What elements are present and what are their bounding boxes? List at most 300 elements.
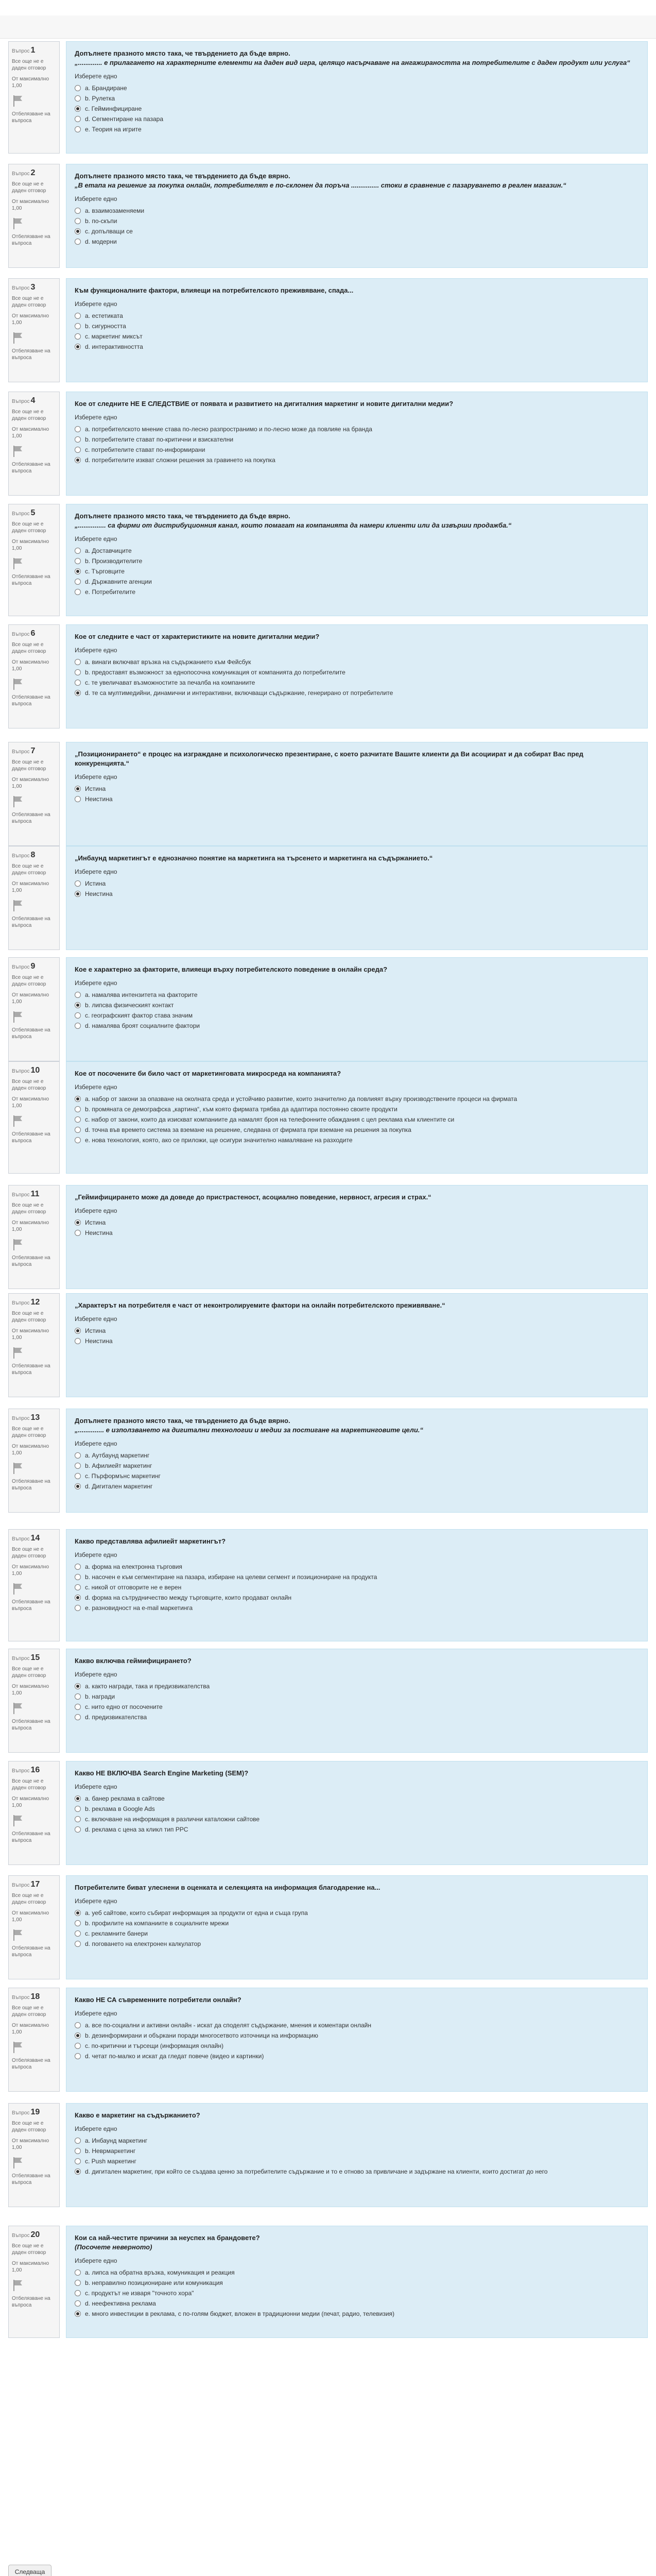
flag-question-link[interactable]: Отбелязване на въпроса bbox=[12, 1363, 50, 1376]
answer-option[interactable] bbox=[75, 2309, 639, 2319]
option-label[interactable]: c. продуктът не изваря "точното хора" bbox=[85, 2290, 194, 2297]
answer-option[interactable] bbox=[75, 2051, 639, 2061]
flag-icon[interactable] bbox=[13, 95, 23, 107]
answer-option[interactable] bbox=[75, 1217, 639, 1228]
radio-button[interactable] bbox=[75, 1683, 81, 1689]
option-label[interactable]: Неистина bbox=[85, 1337, 113, 1345]
flag-icon[interactable] bbox=[13, 796, 23, 807]
radio-button[interactable] bbox=[75, 1328, 81, 1334]
question-block bbox=[8, 624, 648, 728]
answer-option[interactable] bbox=[75, 2166, 639, 2177]
answer-option[interactable] bbox=[75, 342, 639, 352]
answer-option[interactable] bbox=[75, 1104, 639, 1114]
radio-button[interactable] bbox=[75, 447, 81, 453]
option-label[interactable]: a. уеб сайтове, които събират информация за продукти от една и съща група bbox=[85, 1909, 308, 1917]
radio-button[interactable] bbox=[75, 796, 81, 802]
answer-option[interactable] bbox=[75, 1603, 639, 1613]
answer-option[interactable] bbox=[75, 1562, 639, 1572]
answer-option[interactable] bbox=[75, 2298, 639, 2309]
answer-option[interactable] bbox=[75, 1702, 639, 1712]
option-label[interactable]: b. по-скъпи bbox=[85, 217, 117, 225]
option-label[interactable]: d. интерактивността bbox=[85, 343, 143, 350]
answer-option[interactable] bbox=[75, 667, 639, 677]
radio-button[interactable] bbox=[75, 1096, 81, 1102]
radio-button[interactable] bbox=[75, 1002, 81, 1008]
option-label[interactable]: b. сигурността bbox=[85, 323, 126, 330]
answer-option[interactable] bbox=[75, 83, 639, 93]
flag-question-link[interactable]: Отбелязване на въпроса bbox=[12, 812, 50, 824]
answer-option[interactable] bbox=[75, 114, 639, 124]
answer-option[interactable] bbox=[75, 216, 639, 226]
option-label[interactable]: e. разновидност на e-mail маркетинга bbox=[85, 1604, 193, 1612]
radio-button[interactable] bbox=[75, 992, 81, 998]
next-page-button[interactable]: Следваща bbox=[8, 2565, 51, 2576]
flag-question-link[interactable]: Отбелязване на въпроса bbox=[12, 1131, 50, 1144]
radio-button[interactable] bbox=[75, 1605, 81, 1611]
radio-button[interactable] bbox=[75, 1483, 81, 1489]
flag-icon[interactable] bbox=[13, 1347, 23, 1359]
radio-button[interactable] bbox=[75, 436, 81, 443]
answer-option[interactable] bbox=[75, 455, 639, 465]
answer-option[interactable] bbox=[75, 794, 639, 804]
option-label[interactable]: b. реклама в Google Ads bbox=[85, 1805, 155, 1812]
flag-icon[interactable] bbox=[13, 1703, 23, 1714]
radio-button[interactable] bbox=[75, 1230, 81, 1236]
radio-button[interactable] bbox=[75, 1714, 81, 1720]
radio-button[interactable] bbox=[75, 548, 81, 554]
answer-option[interactable] bbox=[75, 1094, 639, 1104]
option-label[interactable]: a. все по-социални и активни онлайн - искат да споделят съдържание, мнения и коментари онлайн bbox=[85, 2022, 371, 2029]
radio-button[interactable] bbox=[75, 313, 81, 319]
answer-option[interactable] bbox=[75, 566, 639, 577]
answer-option[interactable] bbox=[75, 1572, 639, 1582]
radio-button[interactable] bbox=[75, 2158, 81, 2164]
radio-button[interactable] bbox=[75, 1452, 81, 1459]
answer-option[interactable] bbox=[75, 577, 639, 587]
radio-button[interactable] bbox=[75, 2032, 81, 2039]
radio-button[interactable] bbox=[75, 2138, 81, 2144]
option-label[interactable]: c. рекламните банери bbox=[85, 1930, 148, 1937]
flag-icon[interactable] bbox=[13, 1115, 23, 1127]
answer-option[interactable] bbox=[75, 2136, 639, 2146]
question-label: Въпрос bbox=[12, 1883, 30, 1888]
question-block bbox=[8, 392, 648, 496]
choose-one-label: Изберете едно bbox=[75, 868, 117, 875]
radio-button[interactable] bbox=[75, 2311, 81, 2317]
flag-question-link[interactable]: Отбелязване на въпроса bbox=[12, 2173, 50, 2185]
option-label[interactable]: d. реклама с цена за кликл тип PPC bbox=[85, 1826, 188, 1833]
radio-button[interactable] bbox=[75, 1473, 81, 1479]
question-block bbox=[8, 1649, 648, 1753]
radio-button[interactable] bbox=[75, 1826, 81, 1833]
radio-button[interactable] bbox=[75, 1920, 81, 1926]
answer-option[interactable] bbox=[75, 1336, 639, 1346]
flag-question-link[interactable]: Отбелязване на въпроса bbox=[12, 2058, 50, 2070]
radio-button[interactable] bbox=[75, 95, 81, 101]
radio-button[interactable] bbox=[75, 2290, 81, 2296]
radio-button[interactable] bbox=[75, 1704, 81, 1710]
answer-option[interactable] bbox=[75, 1461, 639, 1471]
radio-button[interactable] bbox=[75, 426, 81, 432]
flag-icon[interactable] bbox=[13, 679, 23, 690]
radio-button[interactable] bbox=[75, 1127, 81, 1133]
option-label[interactable]: d. предизвикателства bbox=[85, 1714, 147, 1721]
flag-icon[interactable] bbox=[13, 218, 23, 229]
option-label[interactable]: a. намалява интензитета на факторите bbox=[85, 991, 198, 998]
option-label[interactable]: b. предоставят възможност за еднопосочна комуникация от компанията до потребителите bbox=[85, 669, 346, 676]
radio-button[interactable] bbox=[75, 1693, 81, 1700]
flag-icon[interactable] bbox=[13, 446, 23, 457]
answer-option[interactable] bbox=[75, 2267, 639, 2278]
answer-option[interactable] bbox=[75, 1804, 639, 1814]
flag-question-link[interactable]: Отбелязване на въпроса bbox=[12, 574, 50, 586]
radio-button[interactable] bbox=[75, 239, 81, 245]
radio-button[interactable] bbox=[75, 1595, 81, 1601]
question-block bbox=[8, 1988, 648, 2092]
radio-button[interactable] bbox=[75, 1910, 81, 1916]
radio-button[interactable] bbox=[75, 1219, 81, 1226]
option-label[interactable]: a. липса на обратна връзка, комуникация и реакция bbox=[85, 2269, 235, 2276]
flag-question-link[interactable]: Отбелязване на въпроса bbox=[12, 1599, 50, 1612]
radio-button[interactable] bbox=[75, 228, 81, 234]
answer-option[interactable] bbox=[75, 587, 639, 597]
radio-button[interactable] bbox=[75, 344, 81, 350]
option-label[interactable]: b. профилите на компаниите в социалните мрежи bbox=[85, 1920, 229, 1927]
option-label[interactable]: b. награди bbox=[85, 1693, 115, 1700]
radio-button[interactable] bbox=[75, 323, 81, 329]
radio-button[interactable] bbox=[75, 218, 81, 224]
answer-option[interactable] bbox=[75, 1481, 639, 1492]
answer-option[interactable] bbox=[75, 1793, 639, 1804]
radio-button[interactable] bbox=[75, 1574, 81, 1580]
radio-button[interactable] bbox=[75, 579, 81, 585]
radio-button[interactable] bbox=[75, 1564, 81, 1570]
radio-button[interactable] bbox=[75, 558, 81, 564]
option-label[interactable]: Истина bbox=[85, 1327, 106, 1334]
option-label[interactable]: Истина bbox=[85, 785, 106, 792]
answer-option[interactable] bbox=[75, 93, 639, 104]
option-label[interactable]: c. включване на информация в различни каталожни сайтове bbox=[85, 1816, 260, 1823]
radio-button[interactable] bbox=[75, 1338, 81, 1344]
radio-button[interactable] bbox=[75, 1106, 81, 1112]
radio-button[interactable] bbox=[75, 1584, 81, 1590]
radio-button[interactable] bbox=[75, 333, 81, 340]
option-label[interactable]: c. набор от закони, които да изискват компаниите да намалят броя на телефонните обаждания с цел реклама към клиентите си bbox=[85, 1116, 455, 1123]
answer-option[interactable] bbox=[75, 1228, 639, 1238]
points-label: От максимално bbox=[12, 2023, 49, 2028]
question-label: Въпрос bbox=[12, 1536, 30, 1542]
option-label[interactable]: a. банер реклама в сайтове bbox=[85, 1795, 165, 1802]
answer-option[interactable] bbox=[75, 1939, 639, 1949]
option-label[interactable]: Истина bbox=[85, 1219, 106, 1226]
answer-option[interactable] bbox=[75, 657, 639, 667]
question-prompt: Допълнете празното място така, че твърдението да бъде вярно. bbox=[75, 172, 290, 180]
flag-icon[interactable] bbox=[13, 1583, 23, 1595]
option-label[interactable]: d. поговането на електронен калкулатор bbox=[85, 1940, 201, 1947]
flag-question-link[interactable]: Отбелязване на въпроса bbox=[12, 1945, 50, 1958]
option-label[interactable]: a. взаимозаменяеми bbox=[85, 207, 145, 214]
option-label[interactable]: b. липсва физическият контакт bbox=[85, 1002, 174, 1009]
answer-option[interactable] bbox=[75, 1125, 639, 1135]
option-label[interactable]: c. географският фактор става значим bbox=[85, 1012, 193, 1019]
radio-button[interactable] bbox=[75, 1463, 81, 1469]
radio-button[interactable] bbox=[75, 2280, 81, 2286]
option-label[interactable]: d. четат по-малко и искат да гледат повече (видео и картинки) bbox=[85, 2053, 264, 2060]
option-label[interactable]: b. дезинформирани и объркани поради многосетвото източници на информацию bbox=[85, 2032, 318, 2039]
answer-option[interactable] bbox=[75, 1326, 639, 1336]
answer-option[interactable] bbox=[75, 677, 639, 688]
answer-option[interactable] bbox=[75, 1824, 639, 1835]
radio-button[interactable] bbox=[75, 669, 81, 675]
option-label[interactable]: d. Държавните агенции bbox=[85, 578, 152, 585]
question-info bbox=[8, 41, 60, 154]
option-label[interactable]: b. промяната се демографска „картина“, към която фирмата трябва да адаптира постоянно своите продукти bbox=[85, 1106, 398, 1113]
option-label[interactable]: b. неправилно позициониране или комуникация bbox=[85, 2279, 223, 2286]
flag-icon[interactable] bbox=[13, 2280, 23, 2291]
option-label[interactable]: c. по-критични и търсещи (информация онлайн) bbox=[85, 2042, 224, 2049]
option-label[interactable]: Неистина bbox=[85, 795, 113, 803]
question-number-value: 15 bbox=[30, 1653, 40, 1662]
option-label[interactable]: c. Гейминфициране bbox=[85, 105, 142, 112]
radio-button[interactable] bbox=[75, 891, 81, 897]
answer-option[interactable] bbox=[75, 556, 639, 566]
answer-option[interactable] bbox=[75, 1471, 639, 1481]
option-label[interactable]: d. точна във времето система за вземане на решение, следвана от фирмата при вземане на решения за покупка bbox=[85, 1126, 411, 1133]
flag-question-link[interactable]: Отбелязване на въпроса bbox=[12, 1831, 50, 1843]
answer-option[interactable] bbox=[75, 878, 639, 889]
points-label: От максимално bbox=[12, 1910, 49, 1916]
flag-icon[interactable] bbox=[13, 1815, 23, 1826]
radio-button[interactable] bbox=[75, 1930, 81, 1937]
answer-option[interactable] bbox=[75, 1712, 639, 1722]
radio-button[interactable] bbox=[75, 1116, 81, 1123]
radio-button[interactable] bbox=[75, 106, 81, 112]
radio-button[interactable] bbox=[75, 1941, 81, 1947]
answer-option[interactable] bbox=[75, 990, 639, 1000]
answer-option[interactable] bbox=[75, 331, 639, 342]
question-text bbox=[75, 2233, 639, 2252]
answer-option[interactable] bbox=[75, 1000, 639, 1010]
choose-one-label: Изберете едно bbox=[75, 535, 117, 543]
option-label[interactable]: a. форма на електронна търговия bbox=[85, 1563, 182, 1570]
option-label[interactable]: d. модерни bbox=[85, 238, 117, 245]
question-info bbox=[8, 742, 60, 846]
radio-button[interactable] bbox=[75, 1012, 81, 1019]
flag-icon[interactable] bbox=[13, 2042, 23, 2053]
option-label[interactable]: c. Търговците bbox=[85, 568, 125, 575]
answer-option[interactable] bbox=[75, 445, 639, 455]
answer-option[interactable] bbox=[75, 1450, 639, 1461]
option-label[interactable]: a. Аутбаунд маркетинг bbox=[85, 1452, 150, 1459]
radio-button[interactable] bbox=[75, 786, 81, 792]
radio-button[interactable] bbox=[75, 2043, 81, 2049]
question-number-value: 7 bbox=[30, 747, 36, 755]
question-content bbox=[66, 1061, 648, 1174]
answer-option[interactable] bbox=[75, 1010, 639, 1021]
answer-option[interactable] bbox=[75, 1021, 639, 1031]
option-label[interactable]: a. Доставчиците bbox=[85, 547, 132, 554]
option-label[interactable]: d. дигитален маркетинг, при който се създава ценно за потребителите съдържание и то е отново за привличане и задържане на клиенти, които достигат до него bbox=[85, 2168, 548, 2175]
radio-button[interactable] bbox=[75, 126, 81, 132]
flag-icon[interactable] bbox=[13, 332, 23, 344]
flag-question-link[interactable]: Отбелязване на въпроса bbox=[12, 348, 50, 361]
option-label[interactable]: c. Push маркетинг bbox=[85, 2158, 136, 2165]
answer-option[interactable] bbox=[75, 124, 639, 134]
option-label[interactable]: b. Производителите bbox=[85, 557, 143, 565]
answer-option[interactable] bbox=[75, 321, 639, 331]
answer-option[interactable] bbox=[75, 1135, 639, 1145]
option-label[interactable]: d. Сегментиране на пазара bbox=[85, 115, 163, 123]
answer-option[interactable] bbox=[75, 2041, 639, 2051]
answer-option[interactable] bbox=[75, 2020, 639, 2030]
flag-icon[interactable] bbox=[13, 1463, 23, 1474]
option-label[interactable]: c. маркетинг миксът bbox=[85, 333, 143, 340]
points-value: 1,00 bbox=[12, 2029, 22, 2035]
flag-question-link[interactable]: Отбелязване на въпроса bbox=[12, 694, 50, 707]
option-label[interactable]: e. много инвестиции в реклама, с по-голям бюджет, вложен в традиционни медии (печат, радио, телевизия) bbox=[85, 2310, 395, 2317]
answer-option[interactable] bbox=[75, 434, 639, 445]
option-label[interactable]: d. те са мултимедийни, динамични и интерактивни, включващи съдържание, генерирано от потребителите bbox=[85, 689, 393, 697]
question-text bbox=[75, 1301, 639, 1310]
flag-question-link[interactable]: Отбелязване на въпроса bbox=[12, 1719, 50, 1731]
option-label[interactable]: a. набор от закони за опазване на околната среда и устойчиво развитие, които значително да повлияят върху производствените процеси на фирмата bbox=[85, 1095, 517, 1103]
flag-icon[interactable] bbox=[13, 558, 23, 569]
option-label[interactable]: a. винаги включват връзка на съдържанието към Фейсбук bbox=[85, 658, 251, 666]
question-info bbox=[8, 1293, 60, 1397]
option-label[interactable]: c. Пърформънс маркетинг bbox=[85, 1472, 161, 1480]
radio-button[interactable] bbox=[75, 2300, 81, 2307]
radio-button[interactable] bbox=[75, 659, 81, 665]
answer-option[interactable] bbox=[75, 236, 639, 247]
radio-button[interactable] bbox=[75, 589, 81, 595]
radio-button[interactable] bbox=[75, 208, 81, 214]
radio-button[interactable] bbox=[75, 2022, 81, 2028]
option-label[interactable]: c. потребителите стават по-информирани bbox=[85, 446, 205, 453]
option-label[interactable]: c. нито едно от посочените bbox=[85, 1703, 163, 1710]
radio-button[interactable] bbox=[75, 568, 81, 574]
radio-button[interactable] bbox=[75, 2168, 81, 2175]
radio-button[interactable] bbox=[75, 1137, 81, 1143]
option-label[interactable]: b. потребителите стават по-критични и взискателни bbox=[85, 436, 234, 443]
option-label[interactable]: d. потребителите изкват сложни решения за гравинето на покупка bbox=[85, 456, 275, 464]
question-content bbox=[66, 957, 648, 1061]
flag-question-link[interactable]: Отбелязване на въпроса bbox=[12, 2296, 50, 2308]
answer-option[interactable] bbox=[75, 2146, 639, 2156]
option-label[interactable]: d. форма на сътрудничество между търговците, които продават онлайн bbox=[85, 1594, 292, 1601]
option-label[interactable]: a. както награди, така и предизвикателства bbox=[85, 1683, 210, 1690]
points-label: От максимално bbox=[12, 313, 49, 319]
answer-option[interactable] bbox=[75, 688, 639, 698]
option-label[interactable]: a. Инбаунд маркетинг bbox=[85, 2137, 148, 2144]
answer-option[interactable] bbox=[75, 784, 639, 794]
points-value: 1,00 bbox=[12, 1803, 22, 1808]
answer-option[interactable] bbox=[75, 104, 639, 114]
option-label[interactable]: Неистина bbox=[85, 1229, 113, 1236]
answer-option[interactable] bbox=[75, 1592, 639, 1603]
radio-button[interactable] bbox=[75, 457, 81, 463]
radio-button[interactable] bbox=[75, 1816, 81, 1822]
answer-option[interactable] bbox=[75, 226, 639, 236]
option-label[interactable]: d. намалява броят социалните фактори bbox=[85, 1022, 200, 1029]
answer-option[interactable] bbox=[75, 1691, 639, 1702]
radio-button[interactable] bbox=[75, 1795, 81, 1802]
option-label[interactable]: c. никой от отговорите не е верен bbox=[85, 1584, 182, 1591]
question-content bbox=[66, 1409, 648, 1513]
question-content bbox=[66, 504, 648, 616]
option-label[interactable]: e. Потребителите bbox=[85, 588, 136, 596]
answer-option[interactable] bbox=[75, 889, 639, 899]
option-label[interactable]: Неистина bbox=[85, 890, 113, 897]
option-label[interactable]: b. насочен е към сегментиране на пазара, избиране на целеви сегмент и позициониране на продукта bbox=[85, 1573, 377, 1581]
radio-button[interactable] bbox=[75, 1806, 81, 1812]
answer-option[interactable] bbox=[75, 1908, 639, 1918]
radio-button[interactable] bbox=[75, 1023, 81, 1029]
answer-option[interactable] bbox=[75, 2156, 639, 2166]
flag-question-link[interactable]: Отбелязване на въпроса bbox=[12, 1027, 50, 1040]
option-label[interactable]: a. Брандиране bbox=[85, 84, 127, 92]
option-label[interactable]: d. Дигитален маркетинг bbox=[85, 1483, 153, 1490]
answer-option[interactable] bbox=[75, 206, 639, 216]
radio-button[interactable] bbox=[75, 880, 81, 887]
flag-question-link[interactable]: Отбелязване на въпроса bbox=[12, 1479, 50, 1491]
option-label[interactable]: c. те увеличават възможностите за печалба на компаниите bbox=[85, 679, 255, 686]
flag-icon[interactable] bbox=[13, 1239, 23, 1250]
option-label[interactable]: Истина bbox=[85, 880, 106, 887]
answer-option[interactable] bbox=[75, 2288, 639, 2298]
flag-question-link[interactable]: Отбелязване на въпроса bbox=[12, 916, 50, 928]
flag-question-link[interactable]: Отбелязване на въпроса bbox=[12, 1255, 50, 1267]
radio-button[interactable] bbox=[75, 2269, 81, 2276]
radio-button[interactable] bbox=[75, 2053, 81, 2059]
radio-button[interactable] bbox=[75, 690, 81, 696]
flag-question-link[interactable]: Отбелязване на въпроса bbox=[12, 111, 50, 124]
option-label[interactable]: e. Теория на игрите bbox=[85, 126, 142, 133]
answer-option[interactable] bbox=[75, 1582, 639, 1592]
option-label[interactable]: a. естетиката bbox=[85, 312, 123, 319]
answer-option[interactable] bbox=[75, 311, 639, 321]
flag-question-link[interactable]: Отбелязване на въпроса bbox=[12, 462, 50, 474]
flag-icon[interactable] bbox=[13, 1929, 23, 1941]
option-label[interactable]: b. Рулетка bbox=[85, 95, 115, 102]
answer-option[interactable] bbox=[75, 1814, 639, 1824]
flag-icon[interactable] bbox=[13, 1011, 23, 1023]
option-label[interactable]: b. Неврмаркетинг bbox=[85, 2147, 136, 2155]
answer-option[interactable] bbox=[75, 1928, 639, 1939]
option-label[interactable]: d. неефективна реклама bbox=[85, 2300, 156, 2307]
answer-option[interactable] bbox=[75, 2278, 639, 2288]
option-label[interactable]: a. потребителското мнение става по-лесно разпространимо и по-лесно може да повлияе на брандa bbox=[85, 426, 372, 433]
flag-question-link[interactable]: Отбелязване на въпроса bbox=[12, 234, 50, 246]
radio-button[interactable] bbox=[75, 116, 81, 122]
option-label[interactable]: c. допълващи се bbox=[85, 228, 133, 235]
option-label[interactable]: b. Афилиейт маркетинг bbox=[85, 1462, 152, 1469]
radio-button[interactable] bbox=[75, 2148, 81, 2154]
answer-option[interactable] bbox=[75, 546, 639, 556]
question-number-value: 5 bbox=[30, 509, 36, 517]
answer-option[interactable] bbox=[75, 424, 639, 434]
answer-option[interactable] bbox=[75, 1918, 639, 1928]
answer-option[interactable] bbox=[75, 1114, 639, 1125]
answer-option[interactable] bbox=[75, 1681, 639, 1691]
question-info bbox=[8, 624, 60, 728]
flag-icon[interactable] bbox=[13, 2157, 23, 2168]
question-number bbox=[12, 1766, 56, 1775]
flag-icon[interactable] bbox=[13, 900, 23, 911]
radio-button[interactable] bbox=[75, 680, 81, 686]
option-label[interactable]: e. нова технология, която, ако се приложи, ще осигури значително намаляване на разходите bbox=[85, 1137, 353, 1144]
answer-option[interactable] bbox=[75, 2030, 639, 2041]
radio-button[interactable] bbox=[75, 85, 81, 91]
